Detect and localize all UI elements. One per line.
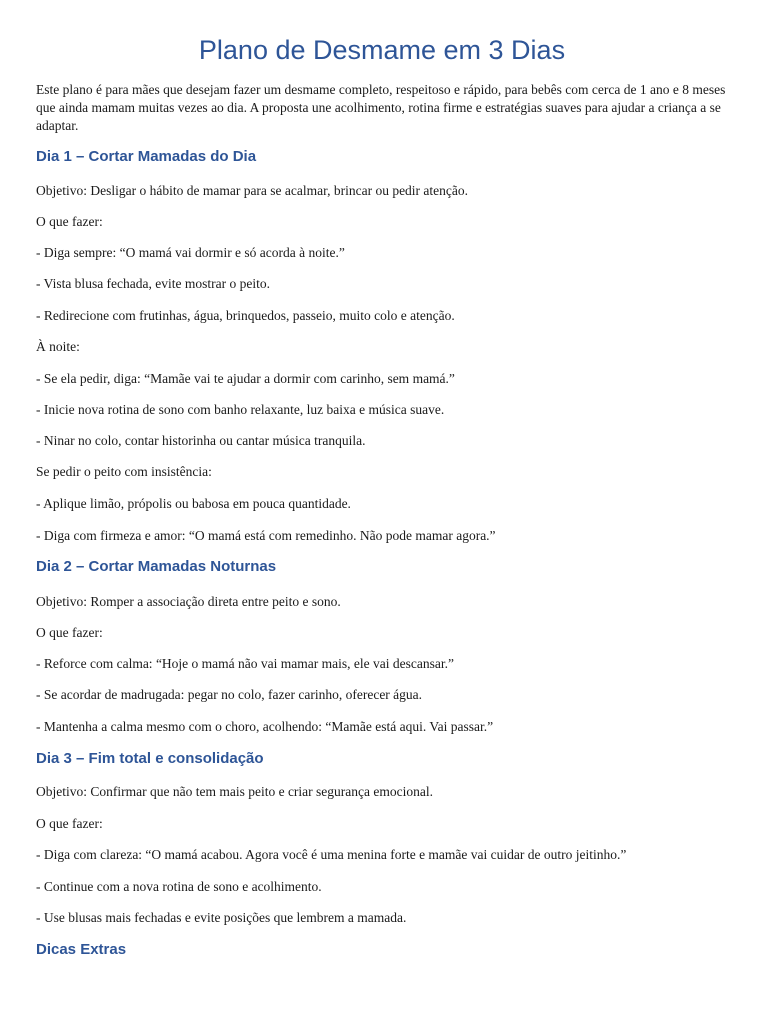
day1-night3-block (36, 432, 728, 450)
day1-item2-block (36, 275, 728, 293)
day2-what-to-do: O que fazer: (36, 625, 103, 640)
day3-heading: Dia 3 – Fim total e consolidação (36, 750, 264, 767)
day2-what-block (36, 624, 728, 642)
day2-item-2: - Se acordar de madrugada: pegar no colo, fazer carinho, oferecer água. (36, 687, 423, 702)
day1-what-to-do: O que fazer: (36, 214, 103, 229)
day2-heading: Dia 2 – Cortar Mamadas Noturnas (36, 558, 277, 575)
day2-item-1: - Reforce com calma: “Hoje o mamá não vai mamar mais, ele vai descansar.” (36, 656, 454, 671)
day1-item-1: - Diga sempre: “O mamá vai dormir e só acorda à noite.” (36, 245, 345, 260)
day3-what-to-do: O que fazer: (36, 816, 103, 831)
day1-night-label: À noite: (36, 339, 80, 354)
day1-insist-item-1: - Aplique limão, própolis ou babosa em pouca quantidade. (36, 496, 351, 511)
day1-insist-block (36, 463, 728, 481)
day1-insist2-block (36, 527, 728, 545)
day3-objective-block (36, 783, 728, 801)
day3-item-1: - Diga com clareza: “O mamá acabou. Agora você é uma menina forte e mamãe vai cuidar de outro jeitinho.” (36, 847, 627, 862)
day3-item-3: - Use blusas mais fechadas e evite posições que lembrem a mamada. (36, 910, 407, 925)
day1-item3-block (36, 307, 728, 325)
day1-heading: Dia 1 – Cortar Mamadas do Dia (36, 148, 257, 165)
day3-item1-block (36, 846, 728, 864)
day1-objective-block (36, 182, 728, 200)
extras-section (36, 940, 728, 960)
day1-item-2: - Vista blusa fechada, evite mostrar o peito. (36, 276, 270, 291)
day1-night1-block (36, 370, 728, 388)
day1-section (36, 147, 728, 167)
day2-objective-block (36, 593, 728, 611)
day1-insist-item-2: - Diga com firmeza e amor: “O mamá está com remedinho. Não pode mamar agora.” (36, 528, 496, 543)
day2-item1-block (36, 655, 728, 673)
day3-item3-block (36, 909, 728, 927)
day2-item2-block (36, 686, 728, 704)
day1-night-item-1: - Se ela pedir, diga: “Mamãe vai te ajudar a dormir com carinho, sem mamá.” (36, 371, 455, 386)
day1-night-item-3: - Ninar no colo, contar historinha ou cantar música tranquila. (36, 433, 366, 448)
day3-section (36, 749, 728, 769)
day3-what-block (36, 815, 728, 833)
day3-item2-block (36, 878, 728, 896)
day2-item3-block (36, 718, 728, 736)
day2-section (36, 557, 728, 577)
intro-paragraph: Este plano é para mães que desejam fazer um desmame completo, respeitoso e rápido, para bebês com cerca de 1 ano e 8 meses que ainda mamam muitas vezes ao dia. A proposta une acolhimento, rotina firme e estratégias suaves para ajudar a criança a se adaptar. (36, 82, 726, 133)
day1-night-item-2: - Inicie nova rotina de sono com banho relaxante, luz baixa e música suave. (36, 402, 445, 417)
day1-insist-label: Se pedir o peito com insistência: (36, 464, 212, 479)
day1-item1-block (36, 244, 728, 262)
day1-insist1-block (36, 495, 728, 513)
document-title: Plano de Desmame em 3 Dias (198, 35, 566, 65)
extras-heading: Dicas Extras (36, 941, 127, 958)
day1-night-block (36, 338, 728, 356)
day2-objective: Objetivo: Romper a associação direta entre peito e sono. (36, 594, 341, 609)
day3-item-2: - Continue com a nova rotina de sono e acolhimento. (36, 879, 322, 894)
day1-objective: Objetivo: Desligar o hábito de mamar para se acalmar, brincar ou pedir atenção. (36, 183, 469, 198)
day1-what-block (36, 213, 728, 231)
day2-item-3: - Mantenha a calma mesmo com o choro, acolhendo: “Mamãe está aqui. Vai passar.” (36, 719, 494, 734)
day3-objective: Objetivo: Confirmar que não tem mais peito e criar segurança emocional. (36, 784, 433, 799)
day1-night2-block (36, 401, 728, 419)
day1-item-3: - Redirecione com frutinhas, água, brinquedos, passeio, muito colo e atenção. (36, 308, 455, 323)
